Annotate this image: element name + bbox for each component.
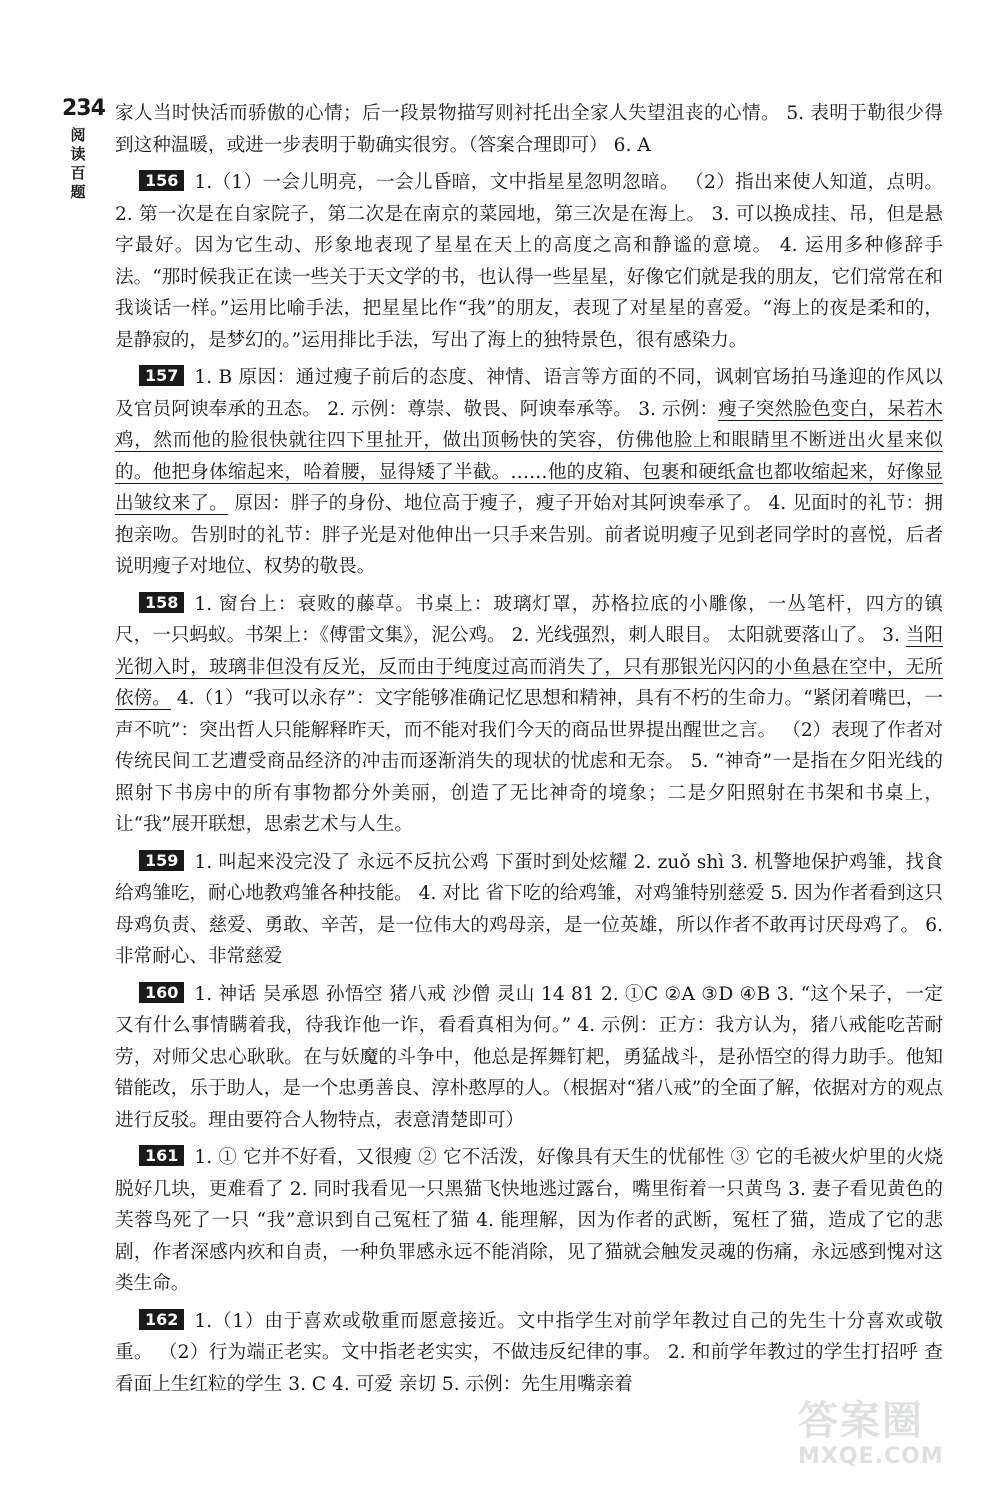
answer-text: 1. 神话 吴承恩 孙悟空 猪八戒 沙僧 灵山 14 81 2. ①C ②A ③D ④B 3. “这个呆子，一定又有什么事情瞒着我，待我诈他一诈，看看真相为何。” 4. 示例：正方：我方认为，猪八戒能吃苦耐劳，对师父忠心耿耿。在与妖魔的斗争中，他总是挥舞钉耙，勇猛战斗，是孙悟空的得力助手。他知错能改，乐于助人，是一个忠勇善良、淳朴憨厚的人。（根据对“猪八戒”的全面了解，依据对方的观点进行反驳。理由要符合人物特点，表意清楚即可） — [115, 983, 943, 1131]
answer-block-159 — [115, 847, 943, 973]
side-tag-char: 读 — [70, 145, 86, 163]
answer-block-156 — [115, 167, 943, 356]
question-number-badge: 160 — [139, 982, 184, 1003]
answer-block-161 — [115, 1142, 943, 1300]
answer-block-160 — [115, 979, 943, 1137]
site-watermark — [798, 1398, 988, 1476]
question-number-badge: 156 — [139, 170, 184, 191]
side-tag-char: 阅 — [70, 126, 86, 144]
answer-block-162 — [115, 1306, 943, 1401]
question-number-badge: 159 — [139, 850, 184, 871]
answer-block-158 — [115, 589, 943, 841]
answer-text: 4.（1）“我可以永存”：文字能够准确记忆思想和精神，具有不朽的生命力。“紧闭着嘴巴，一声不吭”：突出哲人只能解释昨天，而不能对我们今天的商品世界提出醒世之言。 （2）表现了作者对传统民间工艺遭受商品经济的冲击而逐渐消失的现状的忧虑和无奈。 5. “神奇”一是指在夕阳光线的照射下书房中的所有事物都分外美丽，创造了无比神奇的境象；二是夕阳照射在书架和书桌上，让“我”展开联想，思索艺术与人生。 — [115, 688, 943, 835]
answer-block-157 — [115, 362, 943, 583]
question-number-badge: 157 — [139, 365, 184, 386]
answer-text: 1. ① 它并不好看，又很瘦 ② 它不活泼，好像具有天生的忧郁性 ③ 它的毛被火炉里的火烧脱好几块，更难看了 2. 同时我看见一只黑猫飞快地逃过露台，嘴里衔着一只黄鸟 3. 妻子看见黄色的芙蓉鸟死了一只 “我”意识到自己冤枉了猫 4. 能理解，因为作者的武断，冤枉了猫，造成了它的悲剧，作者深感内疚和自责，一种负罪感永远不能消除，见了猫就会触发灵魂的伤痛，永远感到愧对这类生命。 — [115, 1147, 943, 1294]
answer-content — [115, 98, 943, 1400]
underlined-quote: 瘦子突然脸色变白，呆若木鸡，然而他的脸很快就往四下里扯开，做出顶畅快的笑容，仿佛他脸上和眼睛里不断迸出火星来似的。他把身体缩起来，哈着腰，显得矮了半截。……他的皮箱、包裹和硬纸盒也都收缩起来，好像显出皱纹来了。 — [115, 398, 943, 514]
intro-paragraph — [115, 98, 943, 161]
answer-text: 1.（1）由于喜欢或敬重而愿意接近。文中指学生对前学年教过自己的先生十分喜欢或敬重。 （2）行为端正老实。文中指老老实实，不做违反纪律的事。 2. 和前学年教过的学生打招呼 查看面上生红粒的学生 3. C 4. 可爱 亲切 5. 示例：先生用嘴亲着 — [115, 1310, 943, 1395]
answer-text: 1. B 原因：通过瘦子前后的态度、神情、语言等方面的不同，讽刺官场拍马逢迎的作风以及官员阿谀奉承的丑态。 2. 示例：尊崇、敬畏、阿谀奉承等。 3. 示例： — [115, 367, 943, 420]
underlined-quote: 当阳光彻入时，玻璃非但没有反光，反而由于纯度过高而消失了，只有那银光闪闪的小鱼悬在空中，无所依傍。 — [115, 625, 943, 709]
question-number-badge: 162 — [139, 1309, 184, 1330]
answer-text: 1. 叫起来没完没了 永远不反抗公鸡 下蛋时到处炫耀 2. zuǒ shì 3. 机警地保护鸡雏，找食给鸡雏吃，耐心地教鸡雏各种技能。 4. 对比 省下吃的给鸡雏，对鸡雏特别慈爱 5. 因为作者看到这只母鸡负责、慈爱、勇敢、辛苦，是一位伟大的鸡母亲，是一位英雄，所以作者不敢再讨厌母鸡了。 6. 非常耐心、非常慈爱 — [115, 851, 943, 967]
watermark-url: MXQE.COM — [798, 1444, 944, 1469]
question-number-badge: 158 — [139, 592, 184, 613]
watermark-logo-text: 答案圈 — [798, 1398, 924, 1444]
answer-text: 原因：胖子的身份、地位高于瘦子，瘦子开始对其阿谀奉承了。 4. 见面时的礼节：拥抱亲吻。告别时的礼节：胖子光是对他伸出一只手来告别。前者说明瘦子见到老同学时的喜悦，后者说明瘦子对地位、权势的敬畏。 — [115, 493, 943, 577]
page-number: 234 — [62, 96, 105, 121]
answer-text: 1.（1）一会儿明亮，一会儿昏暗，文中指星星忽明忽暗。 （2）指出来使人知道，点明。 2. 第一次是在自家院子，第二次是在南京的菜园地，第三次是在海上。 3. 可以换成挂、吊，但是悬字最好。因为它生动、形象地表现了星星在天上的高度之高和静谧的意境。 4. 运用多种修辞手法。“那时候我正在读一些关于天文学的书，也认得一些星星，好像它们就是我的朋友，它们常常在和我谈话一样。”运用比喻手法，把星星比作“我”的朋友，表现了对星星的喜爱。“海上的夜是柔和的，是静寂的，是梦幻的。”运用排比手法，写出了海上的独特景色，很有感染力。 — [115, 172, 943, 351]
intro-text: 家人当时快活而骄傲的心情；后一段景物描写则衬托出全家人失望沮丧的心情。 5. 表明于勒很少得到这种温暖，或进一步表明于勒确实很穷。（答案合理即可） 6. A — [115, 103, 943, 156]
side-tag-char: 百 — [70, 164, 86, 182]
side-tag-char: 题 — [70, 183, 86, 201]
answer-text: 1. 窗台上：衰败的藤草。书桌上：玻璃灯罩，苏格拉底的小雕像，一丛笔杆，四方的镇尺，一只蚂蚁。书架上：《傅雷文集》，泥公鸡。 2. 光线强烈，刺人眼目。 太阳就要落山了。 3. — [115, 593, 943, 646]
section-side-tag — [68, 126, 88, 202]
question-number-badge: 161 — [139, 1145, 184, 1166]
